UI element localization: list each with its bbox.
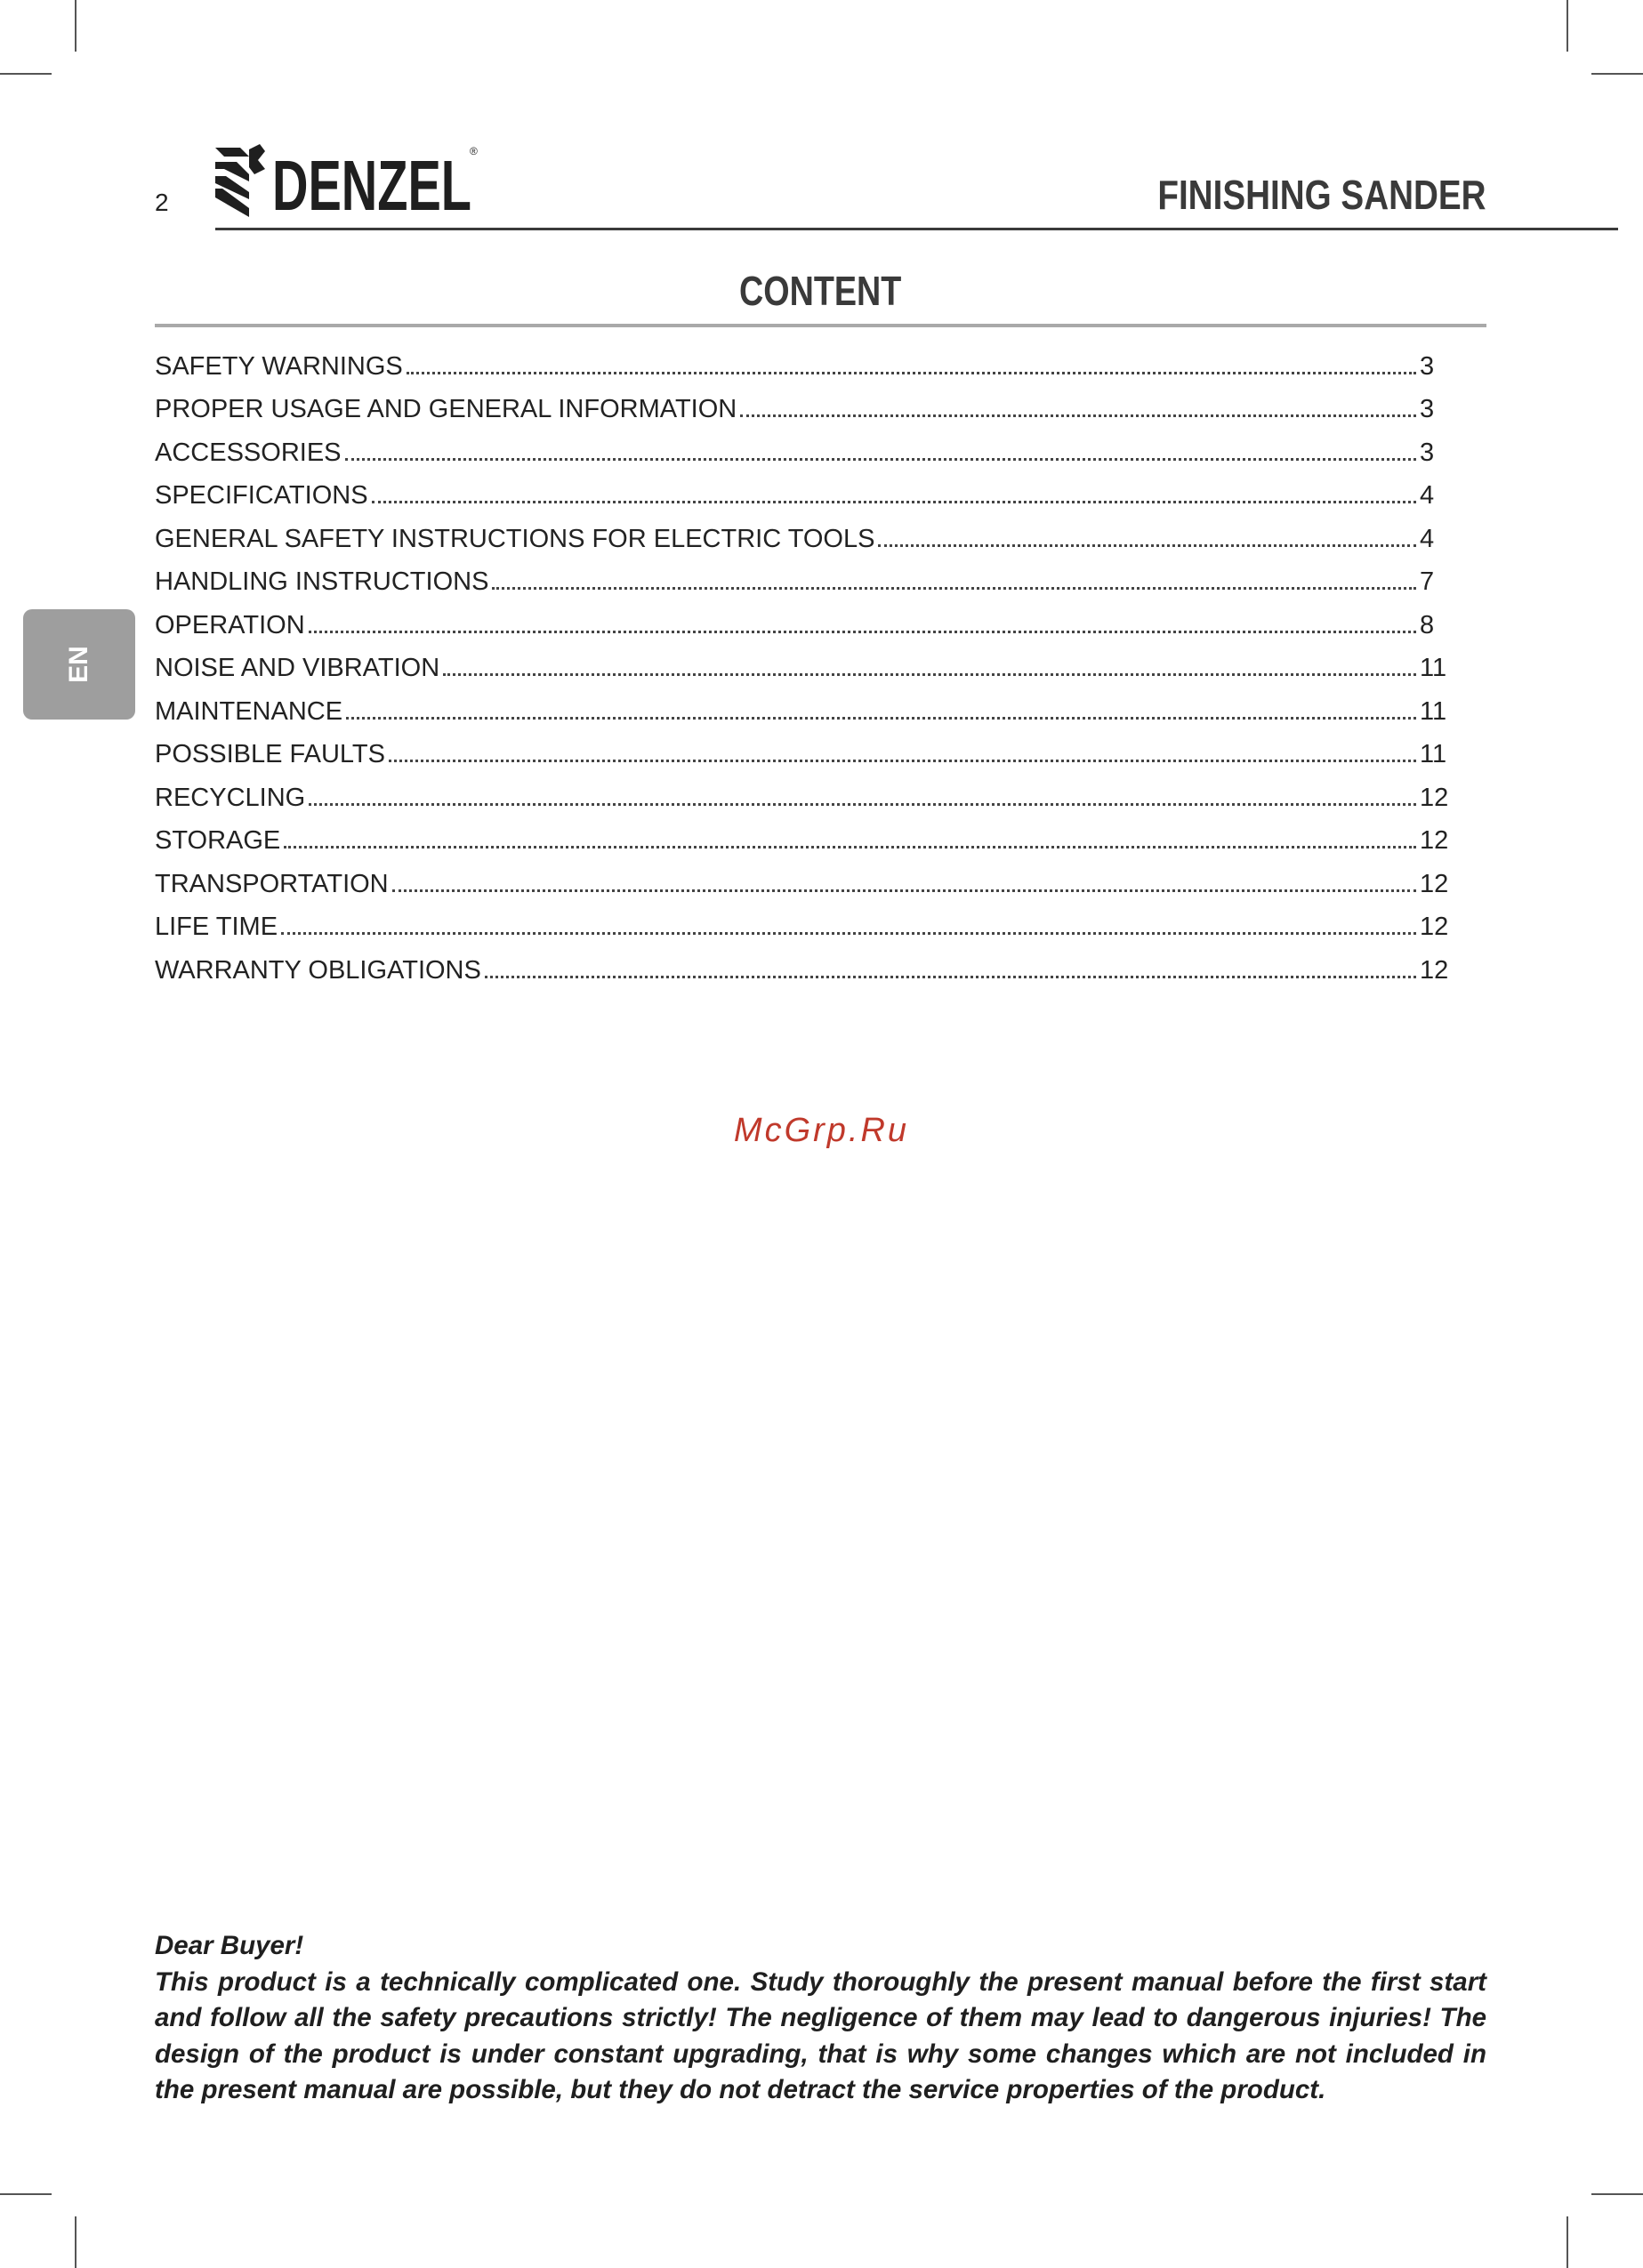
buyer-note-body: This product is a technically complicated one. Study thoroughly the present manual before the first start and follow all the safety precautions strictly! The negligence of them may lead to dangerous injuries! The design of the product is under constant upgrading, that is why some changes which are not included in the present manual are possible, but they do not detract the service properties of the product. <box>155 1966 1486 2104</box>
document-title: FINISHING SANDER <box>1157 172 1486 218</box>
toc-leader-dots <box>346 717 1416 720</box>
toc-leader-dots <box>284 846 1416 848</box>
toc-entry-maintenance[interactable] <box>155 690 1455 734</box>
toc-entry-label: TRANSPORTATION <box>155 869 389 898</box>
toc-entry-label: MAINTENANCE <box>155 696 343 726</box>
language-tab <box>23 609 135 720</box>
toc-entry-life-time[interactable] <box>155 906 1455 950</box>
toc-divider <box>155 324 1486 327</box>
toc-leader-dots <box>281 932 1416 935</box>
crop-mark <box>75 0 77 52</box>
table-of-contents <box>155 345 1455 993</box>
crop-mark <box>1566 2216 1568 2268</box>
brand-logo <box>213 142 480 224</box>
toc-entry-transportation[interactable] <box>155 863 1455 906</box>
toc-entry-label: PROPER USAGE AND GENERAL INFORMATION <box>155 395 737 424</box>
toc-leader-dots <box>443 673 1416 676</box>
toc-entry-warranty[interactable] <box>155 949 1455 993</box>
toc-entry-noise-vibration[interactable] <box>155 647 1455 691</box>
toc-entry-label: OPERATION <box>155 610 305 639</box>
toc-entry-operation[interactable] <box>155 604 1455 647</box>
toc-entry-storage[interactable] <box>155 820 1455 864</box>
denzel-logo-icon <box>213 142 480 224</box>
toc-entry-safety-warnings[interactable] <box>155 345 1455 389</box>
svg-text:DENZEL: DENZEL <box>272 146 471 224</box>
toc-entry-accessories[interactable] <box>155 431 1455 475</box>
toc-leader-dots <box>492 587 1416 590</box>
toc-entry-label: SAFETY WARNINGS <box>155 351 403 381</box>
toc-entry-page: 3 <box>1420 438 1435 467</box>
toc-leader-dots <box>407 372 1416 374</box>
toc-entry-general-safety[interactable] <box>155 518 1455 561</box>
toc-leader-dots <box>389 760 1416 762</box>
page-number: 2 <box>155 189 169 216</box>
crop-mark <box>0 73 52 75</box>
toc-entry-label: RECYCLING <box>155 783 306 812</box>
toc-entry-page: 12 <box>1420 869 1449 898</box>
toc-entry-page: 12 <box>1420 955 1449 985</box>
toc-leader-dots <box>309 631 1416 633</box>
buyer-note-greeting: Dear Buyer! <box>155 1931 304 1960</box>
toc-entry-label: NOISE AND VIBRATION <box>155 654 440 683</box>
header-divider <box>215 228 1618 230</box>
toc-entry-recycling[interactable] <box>155 776 1455 820</box>
toc-entry-page: 12 <box>1420 783 1449 812</box>
toc-entry-label: GENERAL SAFETY INSTRUCTIONS FOR ELECTRIC TOOLS <box>155 524 875 553</box>
toc-leader-dots <box>878 544 1416 547</box>
watermark-text: McGrp.Ru <box>733 1112 910 1149</box>
toc-heading <box>155 267 1486 315</box>
crop-mark <box>1591 2193 1643 2195</box>
crop-mark <box>1566 0 1568 52</box>
toc-entry-label: STORAGE <box>155 826 281 856</box>
toc-entry-label: HANDLING INSTRUCTIONS <box>155 567 489 597</box>
toc-heading-text: CONTENT <box>739 268 902 314</box>
language-label: EN <box>64 646 93 683</box>
toc-entry-label: SPECIFICATIONS <box>155 481 368 511</box>
buyer-note <box>155 1928 1486 2109</box>
toc-entry-page: 12 <box>1420 913 1449 942</box>
svg-text:®: ® <box>470 145 478 157</box>
toc-entry-label: ACCESSORIES <box>155 438 342 467</box>
toc-entry-label: LIFE TIME <box>155 913 278 942</box>
crop-mark <box>1591 73 1643 75</box>
toc-entry-page: 11 <box>1420 740 1447 769</box>
toc-leader-dots <box>345 458 1417 461</box>
toc-entry-label: WARRANTY OBLIGATIONS <box>155 955 481 985</box>
toc-entry-proper-usage[interactable] <box>155 389 1455 432</box>
crop-mark <box>0 2193 52 2195</box>
toc-leader-dots <box>309 803 1416 806</box>
toc-entry-page: 12 <box>1420 826 1449 856</box>
toc-entry-page: 11 <box>1420 654 1447 683</box>
toc-leader-dots <box>740 414 1416 417</box>
toc-leader-dots <box>392 889 1416 892</box>
toc-entry-page: 4 <box>1420 524 1435 553</box>
toc-entry-handling-instructions[interactable] <box>155 561 1455 605</box>
toc-entry-page: 4 <box>1420 481 1435 511</box>
toc-entry-possible-faults[interactable] <box>155 734 1455 777</box>
toc-entry-page: 11 <box>1420 696 1447 726</box>
crop-mark <box>75 2216 77 2268</box>
toc-entry-label: POSSIBLE FAULTS <box>155 740 385 769</box>
toc-leader-dots <box>372 501 1416 503</box>
toc-entry-page: 3 <box>1420 351 1435 381</box>
toc-entry-page: 7 <box>1420 567 1435 597</box>
toc-entry-page: 3 <box>1420 395 1435 424</box>
toc-leader-dots <box>485 976 1416 978</box>
toc-entry-page: 8 <box>1420 610 1435 639</box>
toc-entry-specifications[interactable] <box>155 475 1455 519</box>
